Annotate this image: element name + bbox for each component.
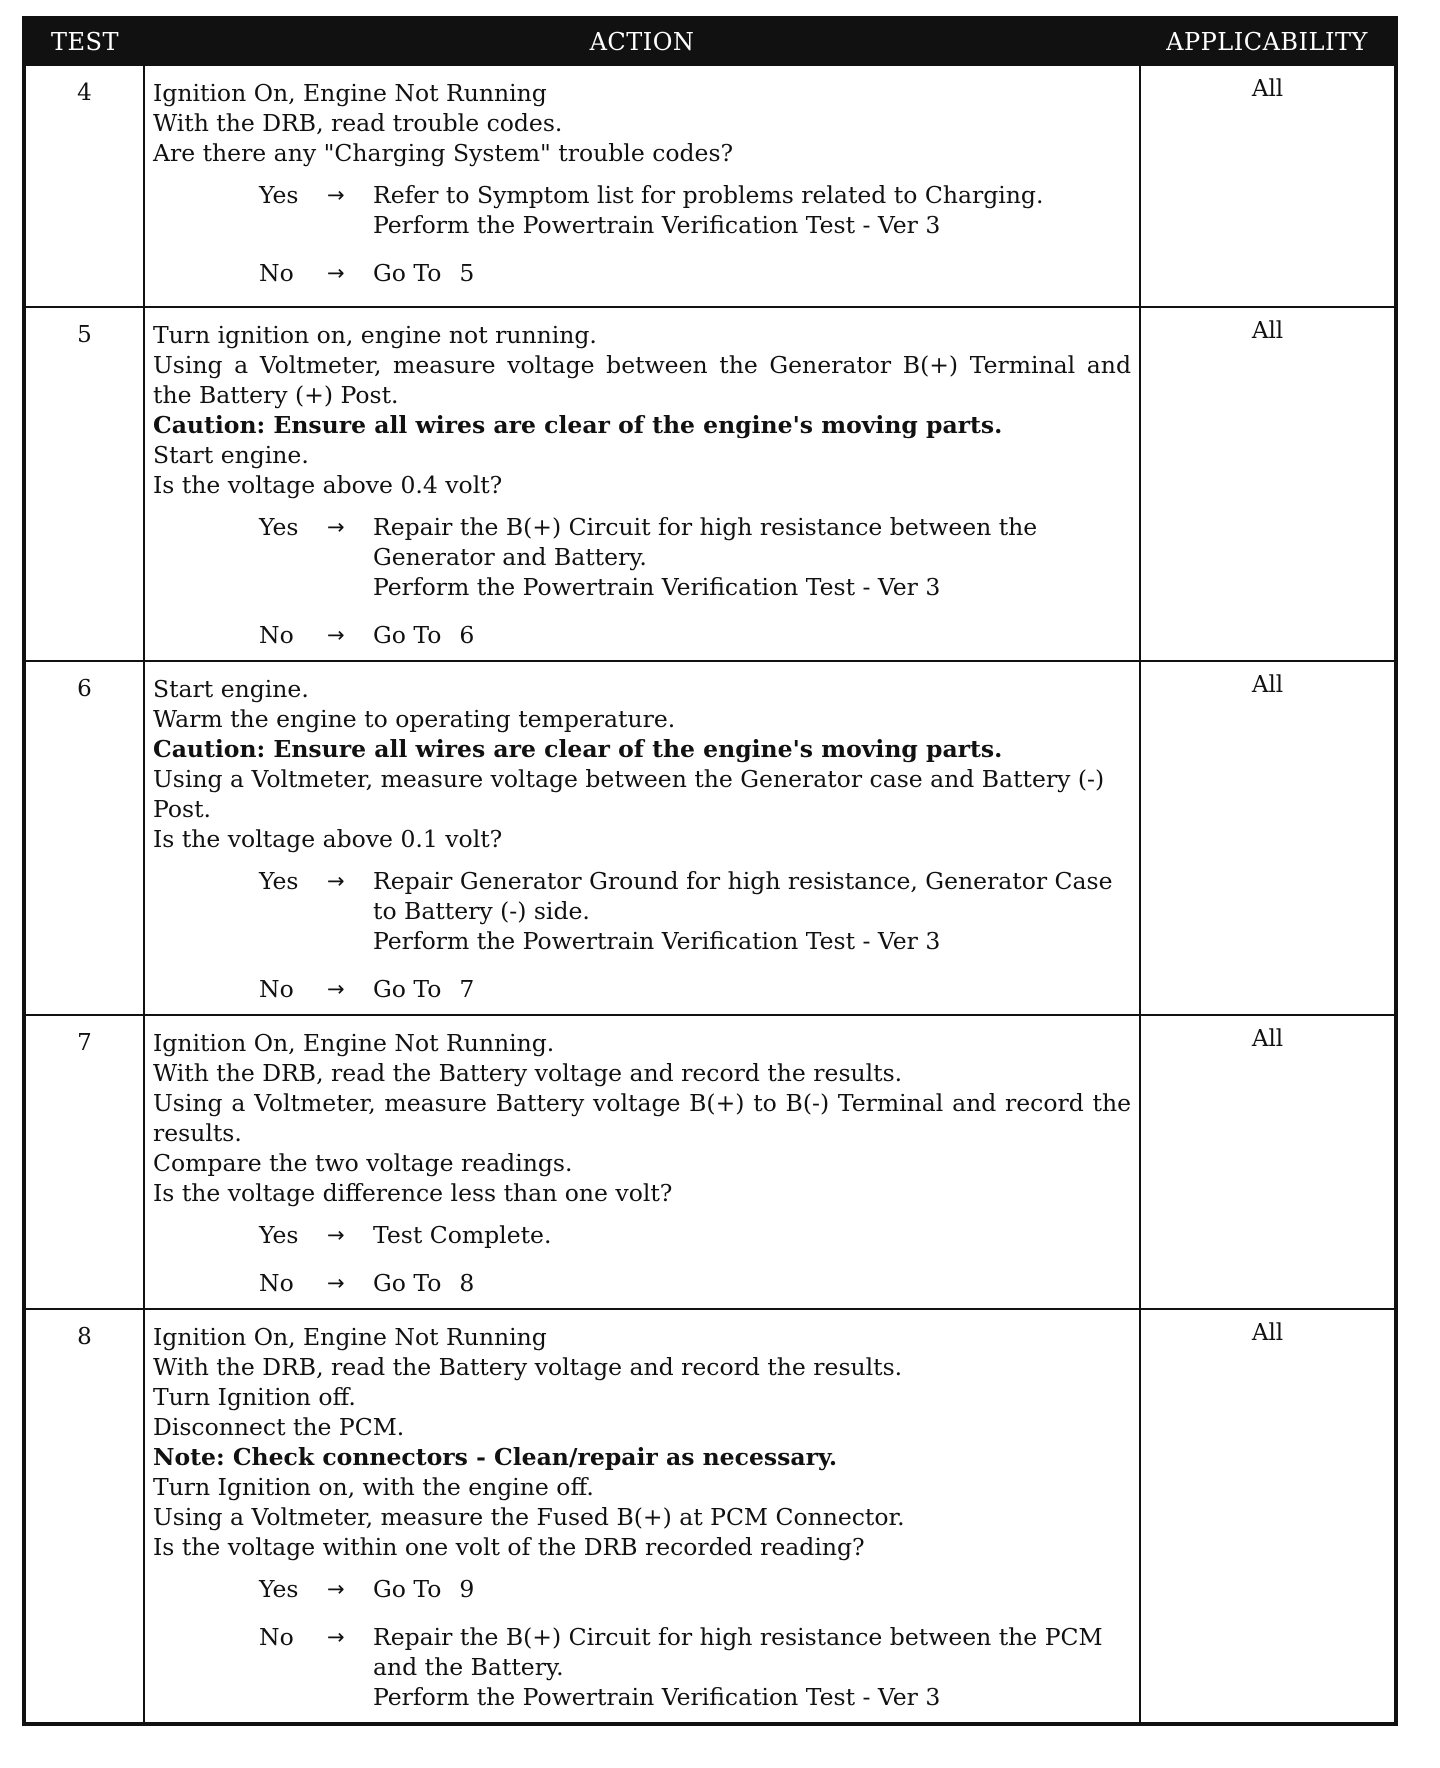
yes-verify-line: Perform the Powertrain Verification Test - Ver 3 [373, 573, 941, 601]
result-steps [153, 180, 1131, 288]
action-line: Are there any "Charging System" trouble codes? [153, 139, 734, 167]
applicability-cell: All [1140, 1015, 1396, 1309]
action-line: Warm the engine to operating temperature. [153, 705, 676, 733]
diagnostic-test-table [22, 16, 1398, 1726]
applicability-cell: All [1140, 661, 1396, 1015]
test-number: 5 [24, 307, 144, 661]
yes-result-line: Repair the B(+) Circuit for high resistance between the Generator and Battery. [373, 513, 1038, 571]
yes-result [373, 866, 1131, 956]
action-line: Using a Voltmeter, measure voltage between the Generator case and Battery (-) Post. [153, 765, 1105, 823]
yes-result-line: Refer to Symptom list for problems related to Charging. [373, 181, 1044, 209]
no-step [153, 974, 1131, 1004]
yes-result [373, 512, 1131, 602]
action-line: Compare the two voltage readings. [153, 1149, 573, 1177]
action-line: Turn Ignition on, with the engine off. [153, 1473, 594, 1501]
no-result [373, 620, 1131, 650]
test-number: 6 [24, 661, 144, 1015]
action-line: Using a Voltmeter, measure the Fused B(+) at PCM Connector. [153, 1503, 905, 1531]
test-number: 8 [24, 1309, 144, 1724]
action-line: Is the voltage within one volt of the DRB recorded reading? [153, 1533, 865, 1561]
result-steps [153, 1574, 1131, 1712]
goto-number: 6 [459, 621, 475, 649]
arrow-icon: → [327, 515, 345, 539]
action-line: Ignition On, Engine Not Running [153, 79, 547, 107]
arrow-icon: → [327, 1271, 345, 1295]
test-number: 4 [24, 65, 144, 307]
table-row [24, 65, 1396, 307]
action-line: Is the voltage above 0.1 volt? [153, 825, 503, 853]
action-line: Is the voltage difference less than one volt? [153, 1179, 673, 1207]
caution-text: Caution: Ensure all wires are clear of the engine's moving parts. [153, 735, 1003, 763]
no-step [153, 258, 1131, 288]
goto-label: Go To [373, 621, 442, 649]
goto-label: Go To [373, 1575, 442, 1603]
no-result [373, 974, 1131, 1004]
test-number: 7 [24, 1015, 144, 1309]
action-line: Is the voltage above 0.4 volt? [153, 471, 503, 499]
result-steps [153, 866, 1131, 1004]
arrow-icon: → [327, 1223, 345, 1247]
no-label: No [259, 259, 294, 287]
goto-number: 5 [459, 259, 475, 287]
goto-label: Go To [373, 975, 442, 1003]
action-cell [144, 65, 1140, 307]
no-step [153, 1622, 1131, 1712]
action-line: Using a Voltmeter, measure Battery voltage B(+) to B(-) Terminal and record the results. [153, 1089, 1131, 1147]
caution-text: Caution: Ensure all wires are clear of the engine's moving parts. [153, 411, 1003, 439]
header-test: TEST [24, 18, 144, 65]
no-verify-line: Perform the Powertrain Verification Test - Ver 3 [373, 1683, 941, 1711]
applicability-cell: All [1140, 65, 1396, 307]
arrow-icon: → [327, 261, 345, 285]
goto-number: 8 [459, 1269, 475, 1297]
yes-label: Yes [259, 1221, 299, 1249]
no-step [153, 620, 1131, 650]
header-applicability: APPLICABILITY [1140, 18, 1396, 65]
no-label: No [259, 1623, 294, 1651]
action-line: With the DRB, read the Battery voltage and record the results. [153, 1353, 903, 1381]
yes-result: Test Complete. [373, 1221, 552, 1249]
yes-step [153, 512, 1131, 602]
yes-result [373, 1574, 1131, 1604]
yes-verify-line: Perform the Powertrain Verification Test - Ver 3 [373, 927, 941, 955]
yes-result [373, 180, 1131, 240]
yes-step [153, 866, 1131, 956]
no-result [373, 1622, 1131, 1712]
no-label: No [259, 975, 294, 1003]
no-label: No [259, 1269, 294, 1297]
table-header-row [24, 18, 1396, 65]
yes-label: Yes [259, 1575, 299, 1603]
arrow-icon: → [327, 623, 345, 647]
yes-result-line: Perform the Powertrain Verification Test - Ver 3 [373, 211, 941, 239]
action-line: Ignition On, Engine Not Running. [153, 1029, 555, 1057]
action-line: Turn Ignition off. [153, 1383, 356, 1411]
header-action: ACTION [144, 18, 1140, 65]
arrow-icon: → [327, 1625, 345, 1649]
arrow-icon: → [327, 1577, 345, 1601]
action-line: Disconnect the PCM. [153, 1413, 405, 1441]
table-row [24, 1309, 1396, 1724]
action-line: Ignition On, Engine Not Running [153, 1323, 547, 1351]
yes-result-line: Repair Generator Ground for high resistance, Generator Case to Battery (-) side. [373, 867, 1113, 925]
action-cell [144, 661, 1140, 1015]
applicability-cell: All [1140, 1309, 1396, 1724]
result-steps [153, 512, 1131, 650]
yes-label: Yes [259, 867, 299, 895]
applicability-cell: All [1140, 307, 1396, 661]
yes-step [153, 1574, 1131, 1604]
goto-label: Go To [373, 1269, 442, 1297]
action-line: Turn ignition on, engine not running. [153, 321, 597, 349]
goto-number: 9 [459, 1575, 475, 1603]
no-result [373, 1268, 1131, 1298]
no-result [373, 258, 1131, 288]
table-row [24, 661, 1396, 1015]
note-text: Note: Check connectors - Clean/repair as necessary. [153, 1443, 838, 1471]
action-line: Start engine. [153, 675, 309, 703]
table-row [24, 307, 1396, 661]
action-line: Start engine. [153, 441, 309, 469]
result-steps [153, 1220, 1131, 1298]
no-result-line: Repair the B(+) Circuit for high resistance between the PCM and the Battery. [373, 1623, 1103, 1681]
arrow-icon: → [327, 183, 345, 207]
action-cell [144, 307, 1140, 661]
action-line: Using a Voltmeter, measure voltage between the Generator B(+) Terminal and the Battery (+) Post. [153, 351, 1131, 409]
no-step [153, 1268, 1131, 1298]
goto-label: Go To [373, 259, 442, 287]
no-label: No [259, 621, 294, 649]
table-row [24, 1015, 1396, 1309]
arrow-icon: → [327, 869, 345, 893]
yes-label: Yes [259, 181, 299, 209]
diagnostic-table-sheet [22, 16, 1398, 1726]
action-line: With the DRB, read trouble codes. [153, 109, 563, 137]
yes-step [153, 1220, 1131, 1250]
arrow-icon: → [327, 977, 345, 1001]
action-cell [144, 1309, 1140, 1724]
action-line: With the DRB, read the Battery voltage and record the results. [153, 1059, 903, 1087]
yes-step [153, 180, 1131, 240]
goto-number: 7 [459, 975, 475, 1003]
action-cell [144, 1015, 1140, 1309]
yes-label: Yes [259, 513, 299, 541]
